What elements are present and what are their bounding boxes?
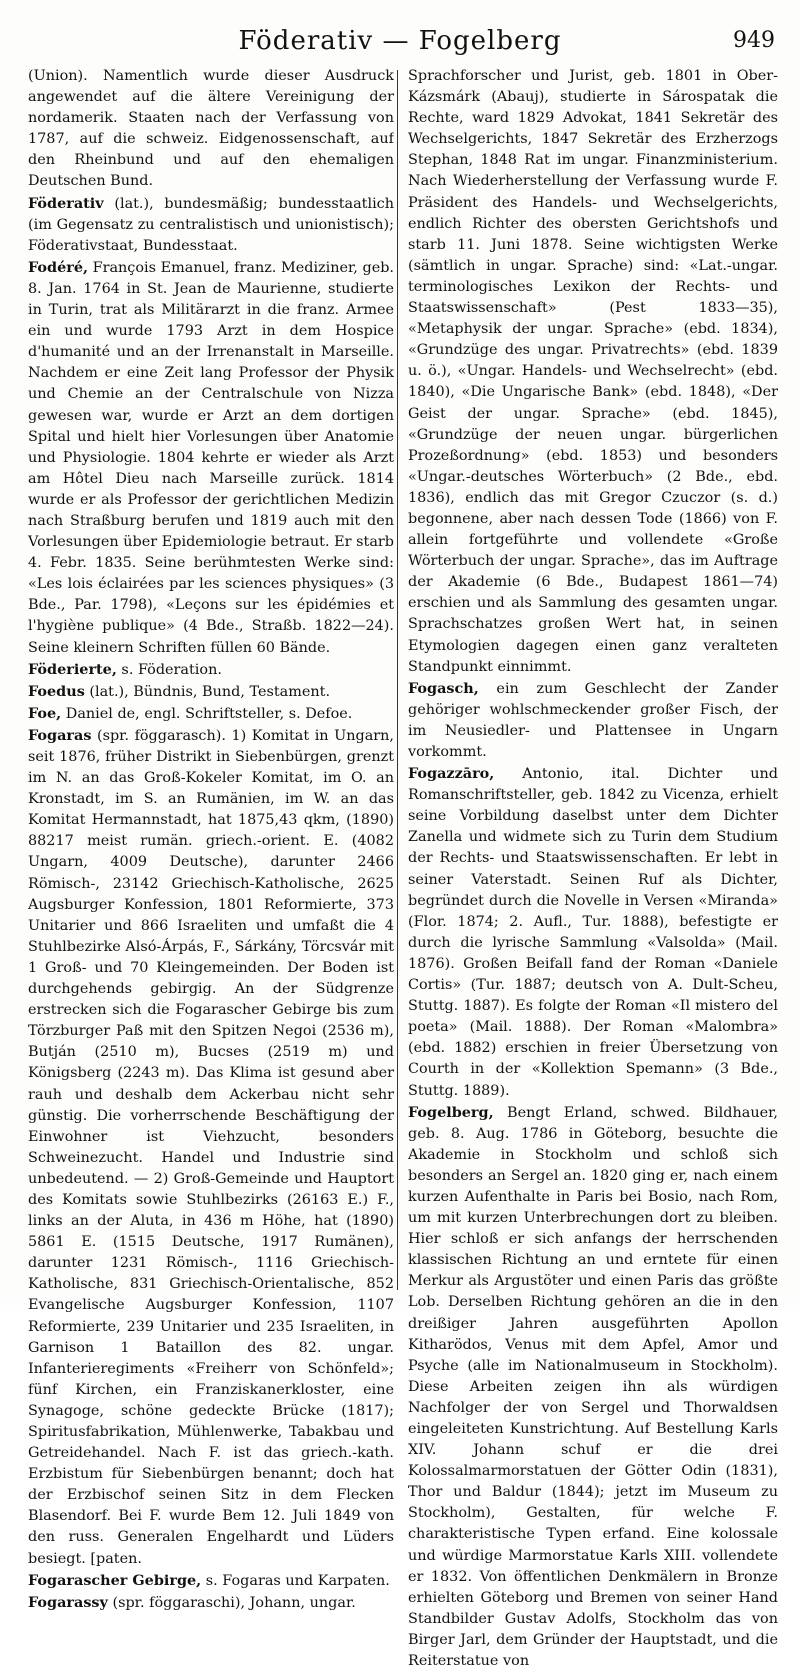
dictionary-entry [408,1102,778,1672]
entry-text: Antonio, ital. Dichter und Romanschriftsteller, geb. 1842 zu Vicenza, erhielt seine Vorbildung daselbst unter dem Dichter Zanella und widmete sich zu Turin dem Studium der Rechts- und Staatswissenschaften. Er lebt in seiner Vaterstadt. Seinen Ruf als Dichter, begründet durch die Novelle in Versen «Miranda» (Flor. 1874; 2. Aufl., Tur. 1888), befestigte er durch die lyrische Sammlung «Valsolda» (Mail. 1876). Großen Beifall fand der Roman «Daniele Cortis» (Tur. 1887; deutsch von A. Dult-Scheu, Stuttg. 1887). Es folgte der Roman «Il mistero del poeta» (Mail. 1888). Der Roman «Malombra» (ebd. 1882) erschien in freier Übersetzung von Courth in der «Kollektion Spemann» (3 Bde., Stuttg. 1889). [408,766,778,1099]
entry-headword: Fogarassy [28,1593,108,1611]
entry-text: Daniel de, engl. Schriftsteller, s. Defoe. [61,705,353,722]
entry-text: (spr. föggaraschi), Johann, ungar. [107,1594,356,1611]
left-column [28,66,394,1614]
dictionary-entry [408,763,778,1102]
dictionary-entry [28,1592,394,1614]
entry-text: ein zum Geschlecht der Zander gehöriger wohlschmeckender großer Fisch, der im Neusiedler- und Plattensee in Ungarn vorkommt. [408,680,778,760]
dictionary-entry [28,1570,394,1592]
entry-text: (lat.), bundesmäßig; bundesstaatlich (im Gegensatz zu centralistisch und unionistisch); Föderativstaat, Bundesstaat. [28,195,394,254]
entry-text: (lat.), Bündnis, Bund, Testament. [84,683,331,700]
right-column [408,66,778,1672]
entry-headword: Foedus [28,682,85,700]
entry-text: (spr. föggarasch). 1) Komitat in Ungarn, seit 1876, früher Distrikt in Siebenbürgen, grenzt im N. an das Groß-Kokeler Komitat, im O. an Kronstadt, im S. an Rumänien, im W. an das Komitat Hermannstadt, hat 1875,43 qkm, (1890) 88217 meist rumän. griech.-orient. E. (4082 Ungarn, 4009 Deutsche), darunter 2466 Römisch-, 23142 Griechisch-Katholische, 2625 Augsburger Konfession, 1801 Reformierte, 373 Unitarier und 866 Israeliten und umfaßt die 4 Stuhlbezirke Alsó-Árpás, F., Sárkány, Törcsvár mit 1 Groß- und 70 Kleingemeinden. Der Boden ist durchgehends gebirgig. An der Südgrenze erstrecken sich die Fogarascher Gebirge bis zum Törzburger Paß mit den Spitzen Negoi (2536 m), Butján (2510 m), Bucses (2519 m) und Königsberg (2243 m). Das Klima ist gesund aber rauh und deshalb dem Ackerbau nicht sehr günstig. Die vorherrschende Beschäftigung der Einwohner ist Viehzucht, besonders Schweinezucht. Handel und Industrie sind unbedeutend. — 2) Groß-Gemeinde und Hauptort des Komitats sowie Stuhlbezirks (26163 E.) F., links an der Aluta, in 436 m Höhe, hat (1890) 5861 E. (1515 Deutsche, 1917 Rumänen), darunter 1231 Römisch-, 1116 Griechisch-Katholische, 831 Griechisch-Orientalische, 852 Evangelische Augsburger Konfession, 1107 Reformierte, 239 Unitarier und 235 Israeliten, in Garnison 1 Bataillon des 82. ungar. Infanterieregiments «Freiherr von Schönfeld»; fünf Kirchen, ein Franziskanerkloster, eine Synagoge, schöne gedeckte Brücke (1817); Spiritusfabrikation, Mühlenwerke, Tabakbau und Getreidehandel. Nach F. ist das griech.-kath. Erzbistum für Siebenbürgen benannt; doch hat der Erzbischof seinen Sitz in dem Flecken Blasendorf. Bei F. wurde Bem 12. Juli 1849 von den russ. Generalen Engelhardt und Lüders besiegt. [paten. [28,727,394,1567]
dictionary-entry [408,678,778,763]
entry-headword: Fogasch, [408,679,479,697]
entry-headword: Föderativ [28,194,104,212]
dictionary-entry [28,703,394,725]
dictionary-entry [28,193,394,257]
page-header [0,26,800,60]
entry-headword: Fogarascher Gebirge, [28,1571,202,1589]
page-number: 949 [733,28,775,53]
dictionary-entry [28,659,394,681]
entry-text: (Union). Namentlich wurde dieser Ausdruck angewendet auf die ältere Vereinigung der nordamerik. Staaten nach der Verfassung von 1787, auf die schweiz. Eidgenossenschaft, auf den Rheinbund und auf den ehemaligen Deutschen Bund. [28,68,394,190]
running-title: Föderativ — Fogelberg [238,26,562,56]
entry-text: Bengt Erland, schwed. Bildhauer, geb. 8. Aug. 1786 in Göteborg, besuchte die Akademie in Stockholm und schloß sich besonders an Sergel an. 1820 ging er, nach einem kurzen Aufenthalte in Paris bei Bosio, nach Rom, um mit kurzen Unterbrechungen dort zu bleiben. Hier schloß er sich anfangs der herrschenden klassischen Richtung an und erntete für einen Merkur als Argustöter und einen Paris das größte Lob. Derselben Richtung gehören an die in den dreißiger Jahren ausgeführten Apollon Kitharödos, Venus mit dem Apfel, Amor und Psyche (alle im Nationalmuseum in Stockholm). Diese Arbeiten zeigen ihn als würdigen Nachfolger der von Sergel und Thorwaldsen eingeleiteten Kunstrichtung. Auf Bestellung Karls XIV. Johann schuf er die drei Kolossalmarmorstatuen der Götter Odin (1831), Thor und Baldur (1844); jetzt im Museum zu Stockholm), Gestalten, für welche F. charakteristische Typen erfand. Eine kolossale und würdige Marmorstatue Karls XIII. vollendete er 1832. Von öffentlichen Denkmälern in Bronze erhielten Göteborg und Bremen von seiner Hand Standbilder Gustav Adolfs, Stockholm das von Birger Jarl, dem Gründer der Hauptstadt, und die Reiterstatue von [408,1104,778,1670]
entry-headword: Fodéré, [28,258,88,276]
entry-headword: Fogaras [28,726,92,744]
entry-text: s. Fogaras und Karpaten. [201,1572,390,1589]
dictionary-entry [28,681,394,703]
entry-headword: Foe, [28,704,62,722]
dictionary-entry [28,257,394,659]
dictionary-entry [408,66,778,678]
entry-headword: Föderierte, [28,660,117,678]
dictionary-entry [28,725,394,1570]
entry-headword: Fogelberg, [408,1103,494,1121]
entry-headword: Fogazzāro, [408,765,495,783]
column-divider [397,70,398,1290]
dictionary-entry [28,66,394,193]
entry-text: Sprachforscher und Jurist, geb. 1801 in Ober-Kázsmárk (Abauj), studierte in Sárospatak die Rechte, ward 1829 Advokat, 1841 Sekretär des Wechselgerichts, 1847 Sekretär des Erzherzogs Stephan, 1848 Rat im ungar. Finanzministerium. Nach Wiederherstellung der Verfassung wurde F. Präsident des Handels- und Wechselgerichts, endlich Richter des obersten Gerichtshofs und starb 11. Juni 1878. Seine wichtigsten Werke (sämtlich in ungar. Sprache) sind: «Lat.-ungar. terminologisches Lexikon der Rechts- und Staatswissenschaft» (Pest 1833—35), «Metaphysik der ungar. Sprache» (ebd. 1834), «Grundzüge des ungar. Privatrechts» (ebd. 1839 u. ö.), «Ungar. Handels- und Wechselrecht» (ebd. 1840), «Die Ungarische Bank» (ebd. 1848), «Der Geist der ungar. Sprache» (ebd. 1845), «Grundzüge der neuen ungar. bürgerlichen Prozeßordnung» (ebd. 1853) und besonders «Ungar.-deutsches Wörterbuch» (2 Bde., ebd. 1836), endlich das mit Gregor Czuczor (s. d.) begonnene, aber nach dessen Tode (1866) von F. allein fortgeführte und vollendete «Große Wörterbuch der ungar. Sprache», das im Auftrage der Akademie (6 Bde., Budapest 1861—74) erschien und als Sammlung des gesamten ungar. Sprachschatzes großen Wert hat, in seinen Etymologien dagegen einen ganz veralteten Standpunkt einnimmt. [408,68,778,675]
entry-text: François Emanuel, franz. Mediziner, geb. 8. Jan. 1764 in St. Jean de Maurienne, studierte in Turin, trat als Militärarzt in die franz. Armee ein und wurde 1793 Arzt in dem Hospice d'humanité und an der Irrenanstalt in Marseille. Nachdem er eine Zeit lang Professor der Physik und Chemie an der Centralschule von Nizza gewesen war, wurde er Arzt an dem dortigen Spital und hielt hier Vorlesungen über Anatomie und Physiologie. 1804 kehrte er wieder als Arzt am Hôtel Dieu nach Marseille zurück. 1814 wurde er als Professor der gerichtlichen Medizin nach Straßburg berufen und 1819 auch mit den Vorlesungen über Epidemiologie betraut. Er starb 4. Febr. 1835. Seine berühmtesten Werke sind: «Les lois éclairées par les sciences physiques» (3 Bde., Par. 1798), «Leçons sur les épidémies et l'hygiène publique» (4 Bde., Straßb. 1822—24). Seine kleinern Schriften füllen 60 Bände. [28,259,394,656]
entry-text: s. Föderation. [116,661,222,678]
